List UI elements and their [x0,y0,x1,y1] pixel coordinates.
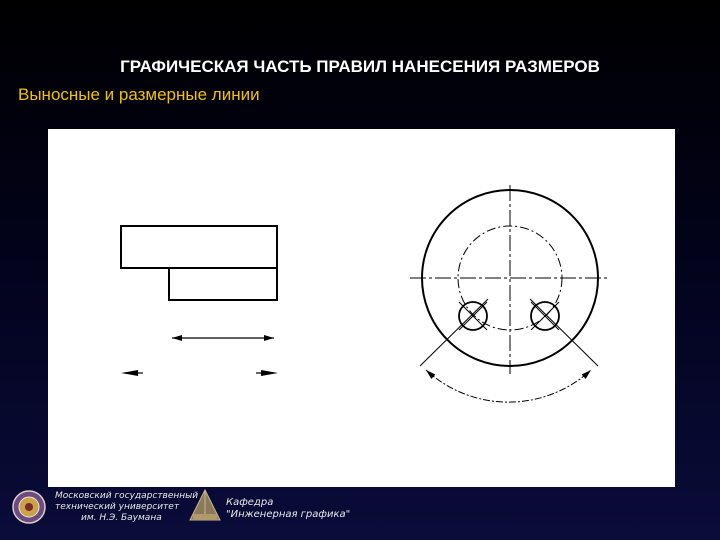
upper-rectangle [121,226,277,268]
university-line-3: им. Н.Э. Баумана [81,513,162,523]
department-line-2: "Инженерная графика" [226,509,351,520]
university-name [55,491,198,524]
extension-line-left [420,299,488,366]
extension-line-right [530,299,598,366]
flange-view [410,185,610,402]
drawing-panel [48,129,675,487]
department-name [226,497,350,521]
slide-title: ГРАФИЧЕСКАЯ ЧАСТЬ ПРАВИЛ НАНЕСЕНИЯ РАЗМЕРОВ [120,57,600,76]
slide-subtitle: Выносные и размерные линии [18,85,260,104]
pyramid-logo-icon [188,488,222,524]
lower-rectangle [169,268,277,300]
angular-dimension-arc [426,370,591,402]
university-line-1: Московский государственный [55,491,199,501]
left-outer-arrow [121,370,138,376]
university-line-2: технический университет [55,502,180,512]
drawing-canvas [48,129,675,487]
right-outer-arrow [261,370,278,376]
university-emblem-icon [12,490,46,524]
stepped-part-view [121,226,277,300]
department-line-1: Кафедра [226,497,274,508]
